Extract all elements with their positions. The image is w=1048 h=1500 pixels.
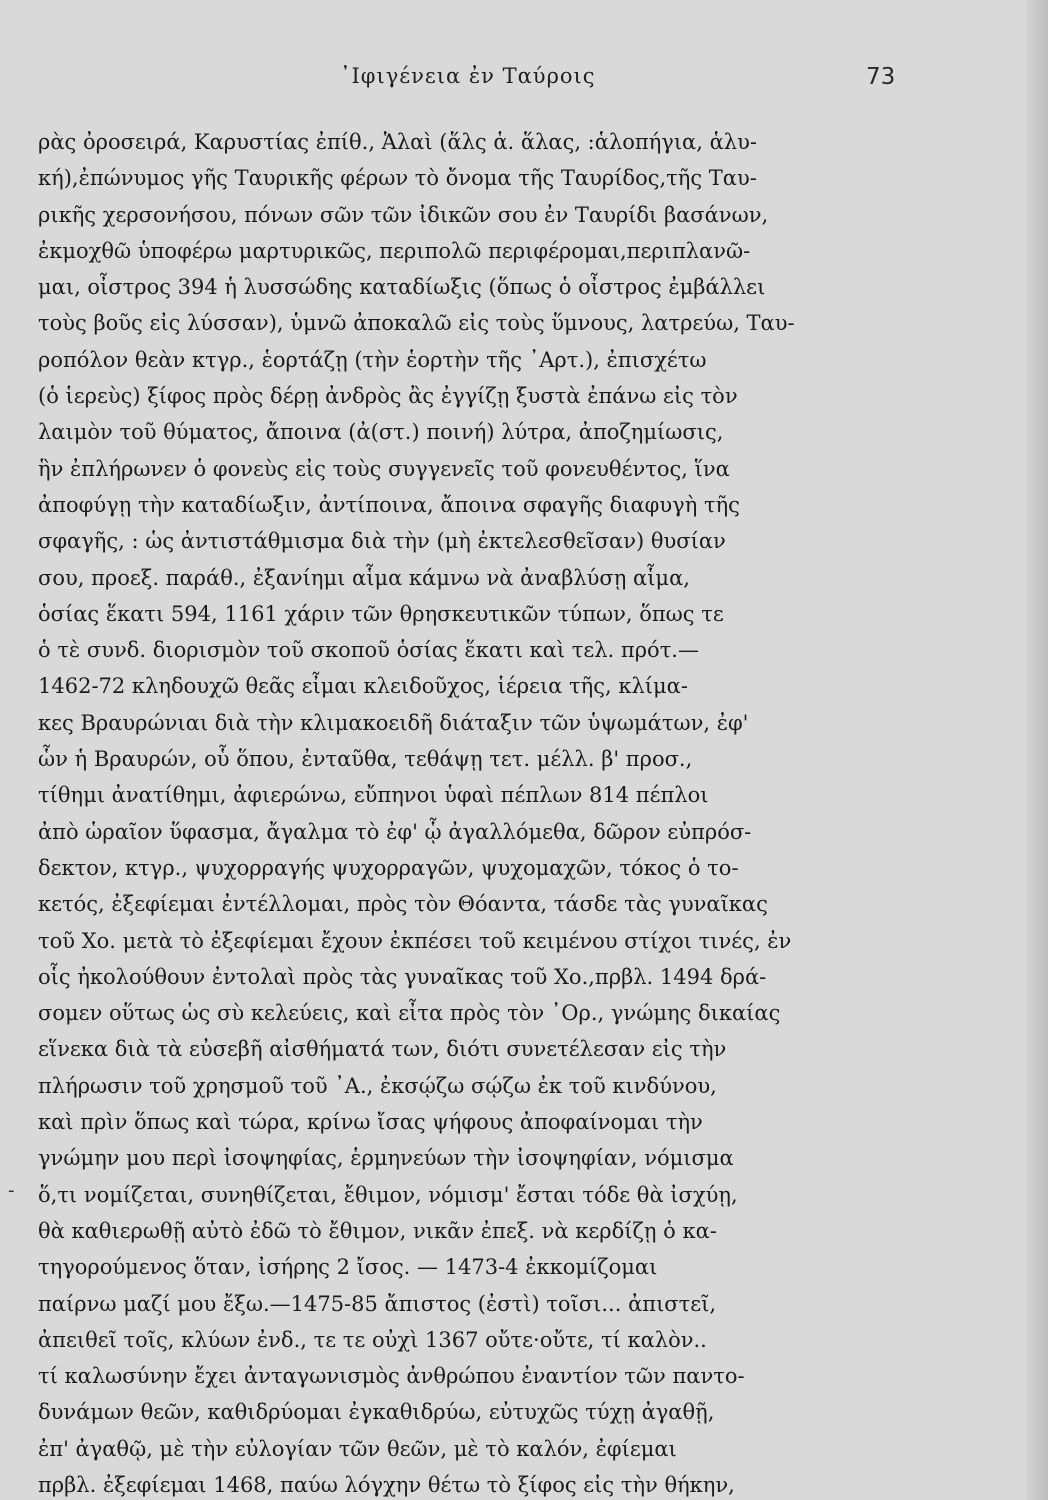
text-line: τί καλωσύνην ἔχει ἀνταγωνισμὸς ἀνθρώπου ἐναντίον τῶν παντο- (38, 1364, 745, 1389)
running-header (0, 64, 1048, 98)
text-line: εἵνεκα διὰ τὰ εὐσεβῆ αἰσθήματά των, διότι συνετέλεσαν εἰς τὴν (38, 1037, 727, 1062)
page-edge-shadow (1026, 0, 1048, 1500)
text-line: καὶ πρὶν ὅπως καὶ τώρα, κρίνω ἴσας ψήφους ἀποφαίνομαι τὴν (38, 1110, 703, 1135)
text-line: ὁ τὲ συνδ. διορισμὸν τοῦ σκοποῦ ὁσίας ἕκατι καὶ τελ. πρότ.— (38, 638, 699, 663)
text-line: σομεν οὕτως ὡς σὺ κελεύεις, καὶ εἶτα πρὸς τὸν ᾿Ορ., γνώμης δικαίας (38, 1001, 781, 1026)
running-title: ᾿Ιφιγένεια ἐν Ταύροις (340, 64, 596, 88)
text-line: δυνάμων θεῶν, καθιδρύομαι ἐγκαθιδρύω, εὐτυχῶς τύχῃ ἀγαθῇ, (38, 1400, 715, 1425)
text-line: 1462-72 κληδουχῶ θεᾶς εἶμαι κλειδοῦχος, ἱέρεια τῆς, κλίμα- (38, 674, 688, 699)
text-line: ρὰς ὀροσειρά, Καρυστίας ἐπίθ., Ἁλαὶ (ἅλς ἁ. ἅλας, :ἁλοπήγια, ἁλυ- (38, 130, 757, 154)
text-line: θὰ καθιερωθῇ αὐτὸ ἐδῶ τὸ ἔθιμον, νικᾶν ἐπεξ. νὰ κερδίζῃ ὁ κα- (38, 1218, 717, 1243)
margin-mark: - (8, 1180, 15, 1201)
text-line: ἀπειθεῖ τοῖς, κλύων ἐνδ., τε τε οὐχὶ 1367 οὔτε·οὔτε, τί καλὸν.. (38, 1327, 707, 1352)
text-line: κή),ἐπώνυμος γῆς Ταυρικῆς φέρων τὸ ὄνομα τῆς Ταυρίδος,τῆς Ταυ- (38, 166, 757, 191)
text-line: κετός, ἐξεφίεμαι ἐντέλλομαι, πρὸς τὸν Θόαντα, τάσδε τὰς γυναῖκας (38, 892, 768, 917)
text-line: πλήρωσιν τοῦ χρησμοῦ τοῦ ᾿Α., ἐκσῴζω σῴζω ἐκ τοῦ κινδύνου, (38, 1073, 717, 1098)
text-line: (ὁ ἱερεὺς) ξίφος πρὸς δέρῃ ἀνδρὸς ἂς ἐγγίζῃ ξυστὰ ἐπάνω εἰς τὸν (38, 384, 738, 409)
text-line: σφαγῆς, : ὡς ἀντιστάθμισμα διὰ τὴν (μὴ ἐκτελεσθεῖσαν) θυσίαν (38, 529, 726, 554)
text-line: σου, προεξ. παράθ., ἐξανίημι αἷμα κάμνω νὰ ἀναβλύσῃ αἷμα, (38, 565, 690, 590)
page-number: 73 (866, 64, 896, 90)
text-line: ἀποφύγῃ τὴν καταδίωξιν, ἀντίποινα, ἄποινα σφαγῆς διαφυγὴ τῆς (38, 492, 740, 517)
text-line: τοῦ Χο. μετὰ τὸ ἐξεφίεμαι ἔχουν ἐκπέσει τοῦ κειμένου στίχοι τινές, ἐν (38, 928, 792, 953)
text-line: λαιμὸν τοῦ θύματος, ἄποινα (ἀ(στ.) ποινή) λύτρα, ἀποζημίωσις, (38, 420, 724, 445)
text-line: μαι, οἶστρος 394 ἡ λυσσώδης καταδίωξις (ὅπως ὁ οἶστρος ἐμβάλλει (38, 275, 766, 300)
text-line: τηγορούμενος ὅταν, ἰσήρης 2 ἴσος. — 1473-4 ἐκκομίζομαι (38, 1255, 658, 1280)
text-line: τίθημι ἀνατίθημι, ἀφιερώνω, εὔπηνοι ὑφαὶ πέπλων 814 πέπλοι (38, 783, 709, 808)
text-line: ὧν ἡ Βραυρών, οὗ ὅπου, ἐνταῦθα, τεθάψῃ τετ. μέλλ. β' προσ., (38, 747, 693, 772)
text-line: ἀπὸ ὡραῖον ὕφασμα, ἄγαλμα τὸ ἐφ' ᾧ ἀγαλλόμεθα, δῶρον εὐπρόσ- (38, 819, 752, 844)
text-line: ὁσίας ἕκατι 594, 1161 χάριν τῶν θρησκευτικῶν τύπων, ὅπως τε (38, 601, 724, 626)
commentary-text (38, 124, 923, 1500)
text-line: κες Βραυρώνιαι διὰ τὴν κλιμακοειδῆ διάταξιν τῶν ὑψωμάτων, ἐφ' (38, 710, 749, 735)
text-line: δεκτον, κτγρ., ψυχορραγής ψυχορραγῶν, ψυχομαχῶν, τόκος ὁ το- (38, 855, 739, 880)
text-line: παίρνω μαζί μου ἔξω.—1475-85 ἄπιστος (ἐστὶ) τοῖσι... ἀπιστεῖ, (38, 1291, 717, 1316)
text-line: γνώμην μου περὶ ἰσοψηφίας, ἑρμηνεύων τὴν ἰσοψηφίαν, νόμισμα (38, 1146, 734, 1171)
text-line: ρικῆς χερσονήσου, πόνων σῶν τῶν ἰδικῶν σου ἐν Ταυρίδι βασάνων, (38, 202, 769, 227)
text-line: πρβλ. ἐξεφίεμαι 1468, παύω λόγχην θέτω τὸ ξίφος εἰς τὴν θήκην, (38, 1472, 735, 1497)
text-line: ροπόλον θεὰν κτγρ., ἑορτάζῃ (τὴν ἑορτὴν τῆς ᾿Αρτ.), ἐπισχέτω (38, 347, 707, 372)
text-line: ἐπ' ἀγαθῷ, μὲ τὴν εὐλογίαν τῶν θεῶν, μὲ τὸ καλόν, ἐφίεμαι (38, 1436, 677, 1461)
text-line: ὅ,τι νομίζεται, συνηθίζεται, ἔθιμον, νόμισμ' ἔσται τόδε θὰ ἰσχύῃ, (38, 1182, 738, 1207)
text-line: οἷς ἠκολούθουν ἐντολαὶ πρὸς τὰς γυναῖκας τοῦ Χο.,πρβλ. 1494 δρά- (38, 964, 767, 989)
text-line: ἣν ἐπλήρωνεν ὁ φονεὺς εἰς τοὺς συγγενεῖς τοῦ φονευθέντος, ἵνα (38, 456, 730, 481)
text-line: τοὺς βοῦς εἰς λύσσαν), ὑμνῶ ἀποκαλῶ εἰς τοὺς ὕμνους, λατρεύω, Ταυ- (38, 311, 795, 336)
text-line: ἐκμοχθῶ ὑποφέρω μαρτυρικῶς, περιπολῶ περιφέρομαι,περιπλανῶ- (38, 238, 751, 263)
